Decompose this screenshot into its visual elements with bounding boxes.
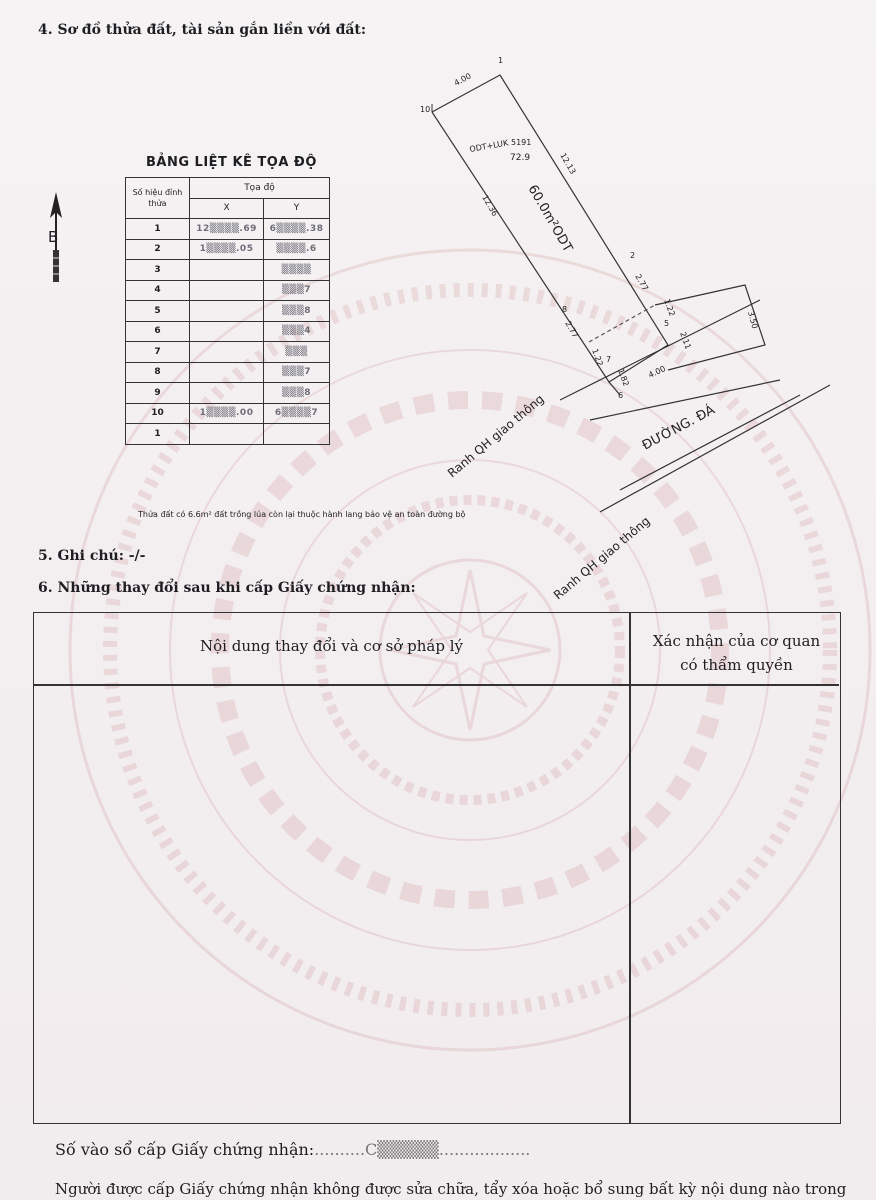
parcel-no: 5191 <box>511 138 532 147</box>
area-label: 60.0m²ODT <box>524 182 576 255</box>
dim-g: 4.00 <box>647 364 667 380</box>
coord-y: 6▒▒▒▒.38 <box>264 219 330 240</box>
parcel-area: 72.9 <box>510 153 531 163</box>
coord-point-id: 1 <box>126 424 190 445</box>
header-divider <box>34 684 839 686</box>
point-1: 1 <box>498 56 504 65</box>
dim-d: 1.22 <box>590 347 605 368</box>
coord-y: ▒▒▒8 <box>264 383 330 404</box>
dim-left: 12.36 <box>480 193 500 218</box>
coord-y: ▒▒▒▒.6 <box>264 239 330 260</box>
coord-y: ▒▒▒7 <box>264 280 330 301</box>
section-4-title: 4. Sơ đồ thửa đất, tài sản gắn liền với đất: <box>38 22 367 38</box>
boundary-label-1: Ranh QH giao thông <box>444 391 547 481</box>
column-divider <box>629 613 631 1123</box>
dim-right: 12.13 <box>558 151 578 176</box>
coord-x: 1▒▒▒▒.05 <box>190 239 264 260</box>
section-6-title: 6. Những thay đổi sau khi cấp Giấy chứng nhận: <box>38 580 416 596</box>
dim-b: 2.77 <box>563 319 580 340</box>
point-2: 2 <box>630 251 636 260</box>
point-8: 8 <box>562 305 568 314</box>
coord-point-id: 6 <box>126 321 190 342</box>
north-label: B <box>48 228 59 246</box>
parcel-code: ODT+LUK <box>468 138 509 154</box>
coord-y: ▒▒▒7 <box>264 362 330 383</box>
col-point-header: Số hiệu đỉnh thửa <box>126 178 190 219</box>
col-y-header: Y <box>264 198 330 219</box>
coord-x: 12▒▒▒▒.69 <box>190 219 264 240</box>
coord-x: 1▒▒▒▒.00 <box>190 403 264 424</box>
dim-f: 1.82 <box>616 367 631 388</box>
coord-point-id: 9 <box>126 383 190 404</box>
changes-table <box>33 612 841 1124</box>
dim-top: 4.00 <box>452 71 473 88</box>
changes-content-header: Nội dung thay đổi và cơ sở pháp lý <box>200 637 463 655</box>
coord-y: ▒▒▒ <box>264 342 330 363</box>
coord-y: 6▒▒▒▒7 <box>264 403 330 424</box>
point-7: 7 <box>606 355 612 364</box>
coord-point-id: 3 <box>126 260 190 281</box>
boundary-label-2: Ranh QH giao thông <box>550 513 653 603</box>
point-5: 5 <box>664 319 670 328</box>
authority-confirm-header: Xác nhận của cơ quan có thẩm quyền <box>652 632 821 674</box>
coord-y: ▒▒▒4 <box>264 321 330 342</box>
coord-point-id: 2 <box>126 239 190 260</box>
plot-note: Thửa đất có 6.6m² đất trồng lúa còn lại thuộc hành lang bảo vệ an toàn đường bộ <box>138 510 466 519</box>
coordinate-table-title: BẢNG LIỆT KÊ TỌA ĐỘ <box>146 155 317 170</box>
dim-h: 3.50 <box>746 310 760 330</box>
footer-text: Người được cấp Giấy chứng nhận không được sửa chữa, tẩy xóa hoặc bổ sung bất kỳ nội dung nào trong <box>55 1180 847 1198</box>
coord-point-id: 8 <box>126 362 190 383</box>
registry-number <box>55 1140 530 1159</box>
dim-c: 1.22 <box>662 297 677 318</box>
coord-y: ▒▒▒8 <box>264 301 330 322</box>
dim-a: 2.77 <box>633 272 650 293</box>
dim-e: 2.11 <box>678 330 693 351</box>
coord-y: ▒▒▒▒ <box>264 260 330 281</box>
point-6: 6 <box>618 391 624 400</box>
col-x-header: X <box>190 198 264 219</box>
road-label: ĐƯỜNG. ĐÁ <box>639 402 718 454</box>
coord-point-id: 7 <box>126 342 190 363</box>
section-5-title: 5. Ghi chú: -/- <box>38 548 146 564</box>
registry-value: ..........C▒▒▒▒▒.................. <box>314 1140 531 1159</box>
point-10: 10 <box>420 105 431 114</box>
col-coord-header: Tọa độ <box>190 178 330 199</box>
coord-point-id: 1 <box>126 219 190 240</box>
coord-point-id: 10 <box>126 403 190 424</box>
registry-label: Số vào sổ cấp Giấy chứng nhận: <box>55 1140 315 1159</box>
coord-point-id: 5 <box>126 301 190 322</box>
coord-point-id: 4 <box>126 280 190 301</box>
